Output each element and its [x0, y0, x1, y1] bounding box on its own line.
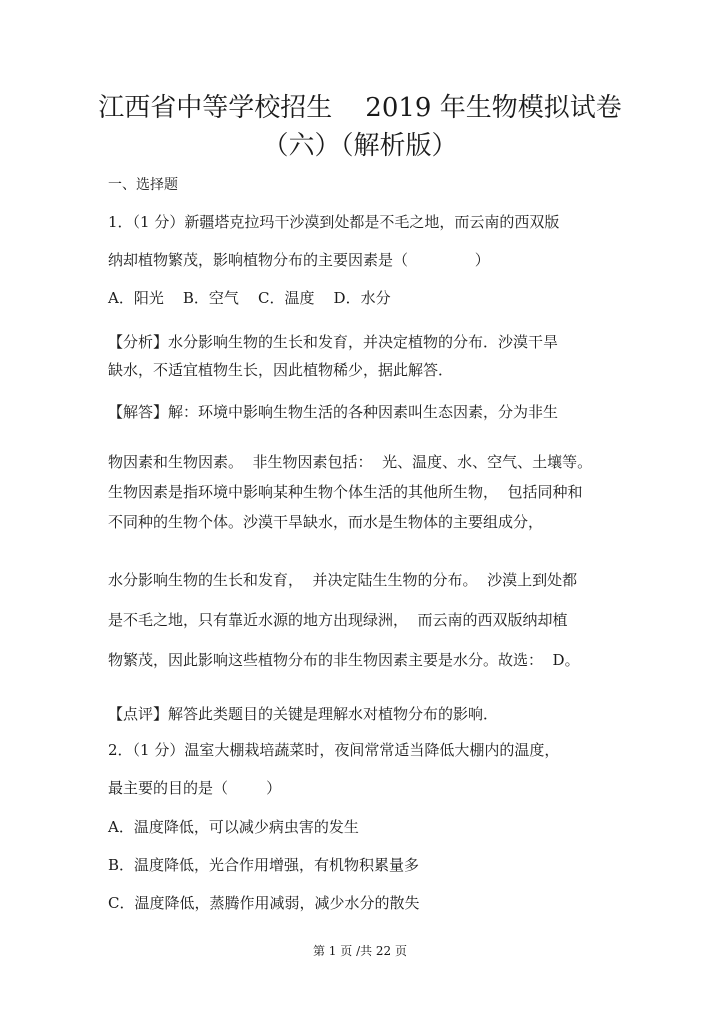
question-2-option-c: C．温度降低，蒸腾作用减弱，减少水分的散失	[108, 894, 420, 912]
question-1-stem-line-2: 纳却植物繁茂，影响植物分布的主要因素是（ ）	[108, 251, 490, 269]
document-title-line-1: 江西省中等学校招生 2019 年生物模拟试卷	[98, 93, 622, 123]
question-1-analysis-line-1: 【分析】水分影响生物的生长和发育，并决定植物的分布．沙漠干旱	[108, 333, 559, 351]
question-1-answer-line-6: 是不毛之地，只有靠近水源的地方出现绿洲， 而云南的西双版纳却植	[108, 611, 568, 629]
section-heading: 一、选择题	[108, 177, 178, 193]
document-title-line-2: （六）（解析版）	[262, 131, 458, 161]
page-footer: 第 1 页 /共 22 页	[312, 944, 408, 958]
question-1-answer-line-5: 水分影响生物的生长和发育， 并决定陆生生物的分布。 沙漠上到处都	[108, 571, 578, 589]
question-1-analysis-line-2: 缺水，不适宜植物生长，因此植物稀少，据此解答．	[108, 361, 454, 379]
question-1-answer-line-2: 物因素和生物因素。 非生物因素包括： 光、温度、水、空气、土壤等。	[108, 453, 593, 471]
question-1-answer-line-4: 不同种的生物个体。沙漠干旱缺水，而水是生物体的主要组成分，	[108, 513, 544, 531]
question-2-option-b: B．温度降低，光合作用增强，有机物积累量多	[108, 856, 420, 874]
question-1-answer-line-1: 【解答】解：环境中影响生物生活的各种因素叫生态因素，分为非生	[108, 403, 559, 421]
question-2-stem-line-2: 最主要的目的是（ ）	[108, 779, 282, 797]
question-2-option-a: A．温度降低，可以减少病虫害的发生	[108, 818, 359, 836]
question-1-stem-line-1: 1．（1 分）新疆塔克拉玛干沙漠到处都是不毛之地，而云南的西双版	[108, 213, 560, 231]
question-1-answer-line-7: 物繁茂，因此影响这些植物分布的非生物因素主要是水分。故选： D。	[108, 651, 580, 669]
question-1-options: A．阳光 B．空气 C．温度 D．水分	[108, 289, 391, 307]
question-1-comment: 【点评】解答此类题目的关键是理解水对植物分布的影响．	[108, 705, 499, 723]
question-2-stem-line-1: 2．（1 分）温室大棚栽培蔬菜时，夜间常常适当降低大棚内的温度，	[108, 741, 560, 759]
question-1-answer-line-3: 生物因素是指环境中影响某种生物个体生活的其他所生物， 包括同种和	[108, 483, 583, 501]
